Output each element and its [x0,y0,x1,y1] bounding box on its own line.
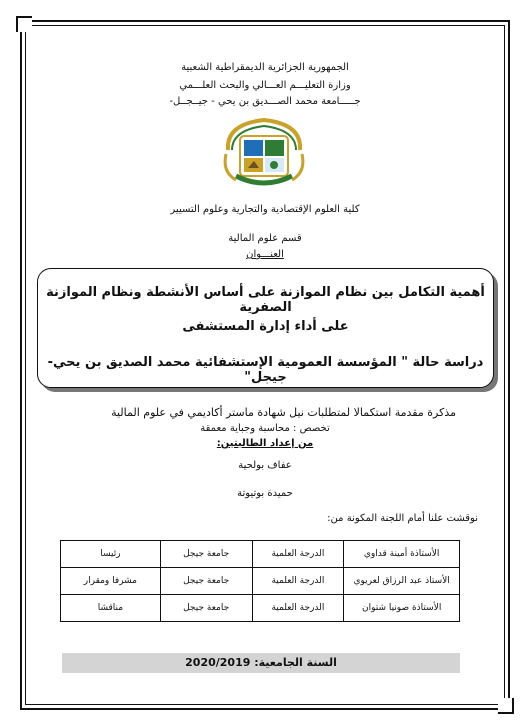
university-seal-icon [222,114,306,190]
thesis-title-line-2: على أداء إدارة المستشفى [182,319,349,334]
academic-year-value: 2020/2019 [185,656,251,669]
table-row [61,595,460,622]
committee-table [60,540,460,622]
member-rank: الدرجة العلمية [252,568,344,595]
department-text: قسم علوم المالية [228,233,302,244]
memo-line-2: تخصص : محاسبة وجباية معمقة [200,423,330,434]
member-name: الأستاذة أمينة قداوي [344,541,460,568]
member-institution: جامعة جيجل [160,595,252,622]
ministry-text: وزارة التعليـــم العـــالي والبحث العلـــمي [179,80,351,91]
corner-ornament [498,698,514,714]
thesis-title-box [37,268,494,388]
member-rank: الدرجة العلمية [252,595,344,622]
table-row [61,568,460,595]
title-label: العنـــوان [246,249,284,260]
prepared-by-label: من إعداد الطالبتين: [216,438,314,449]
republic-text: الجمهورية الجزائرية الديمقراطية الشعبية [181,62,349,73]
memo-line-1: مذكرة مقدمة استكمالا لمتطلبات نيل شهادة ماستر أكاديمي في علوم المالية [111,406,456,419]
member-institution: جامعة جيجل [160,541,252,568]
table-row [61,541,460,568]
thesis-title-line-3: دراسة حالة " المؤسسة العمومية الإستشفائية محمد الصديق بن يحي- جيجل" [47,355,484,385]
member-name: الأستاذ عبد الرزاق لعريوي [344,568,460,595]
member-rank: الدرجة العلمية [252,541,344,568]
academic-year-label: السنة الجامعية: [254,656,337,669]
faculty-text: كلية العلوم الإقتصادية والتجارية وعلوم التسيير [170,204,360,215]
committee-intro: نوقشت علنا أمام اللجنة المكونة من: [327,513,478,524]
corner-ornament [16,16,32,32]
member-institution: جامعة جيجل [160,568,252,595]
academic-year-bar [62,653,460,673]
member-role: مناقشا [61,595,161,622]
student-name: حميدة بوتيوتة [237,488,293,499]
thesis-title-line-1: أهمية التكامل بين نظام الموازنة على أساس الأنشطة ونظام الموازنة الصفرية [46,285,485,315]
university-text: جـــــامعة محمد الصـــديق بن يحي - جيــجــل- [169,96,361,107]
student-name: عفاف بولحية [238,460,292,471]
member-role: مشرفا ومقرار [61,568,161,595]
member-role: رئيسا [61,541,161,568]
member-name: الأستاذة صونيا شتوان [344,595,460,622]
